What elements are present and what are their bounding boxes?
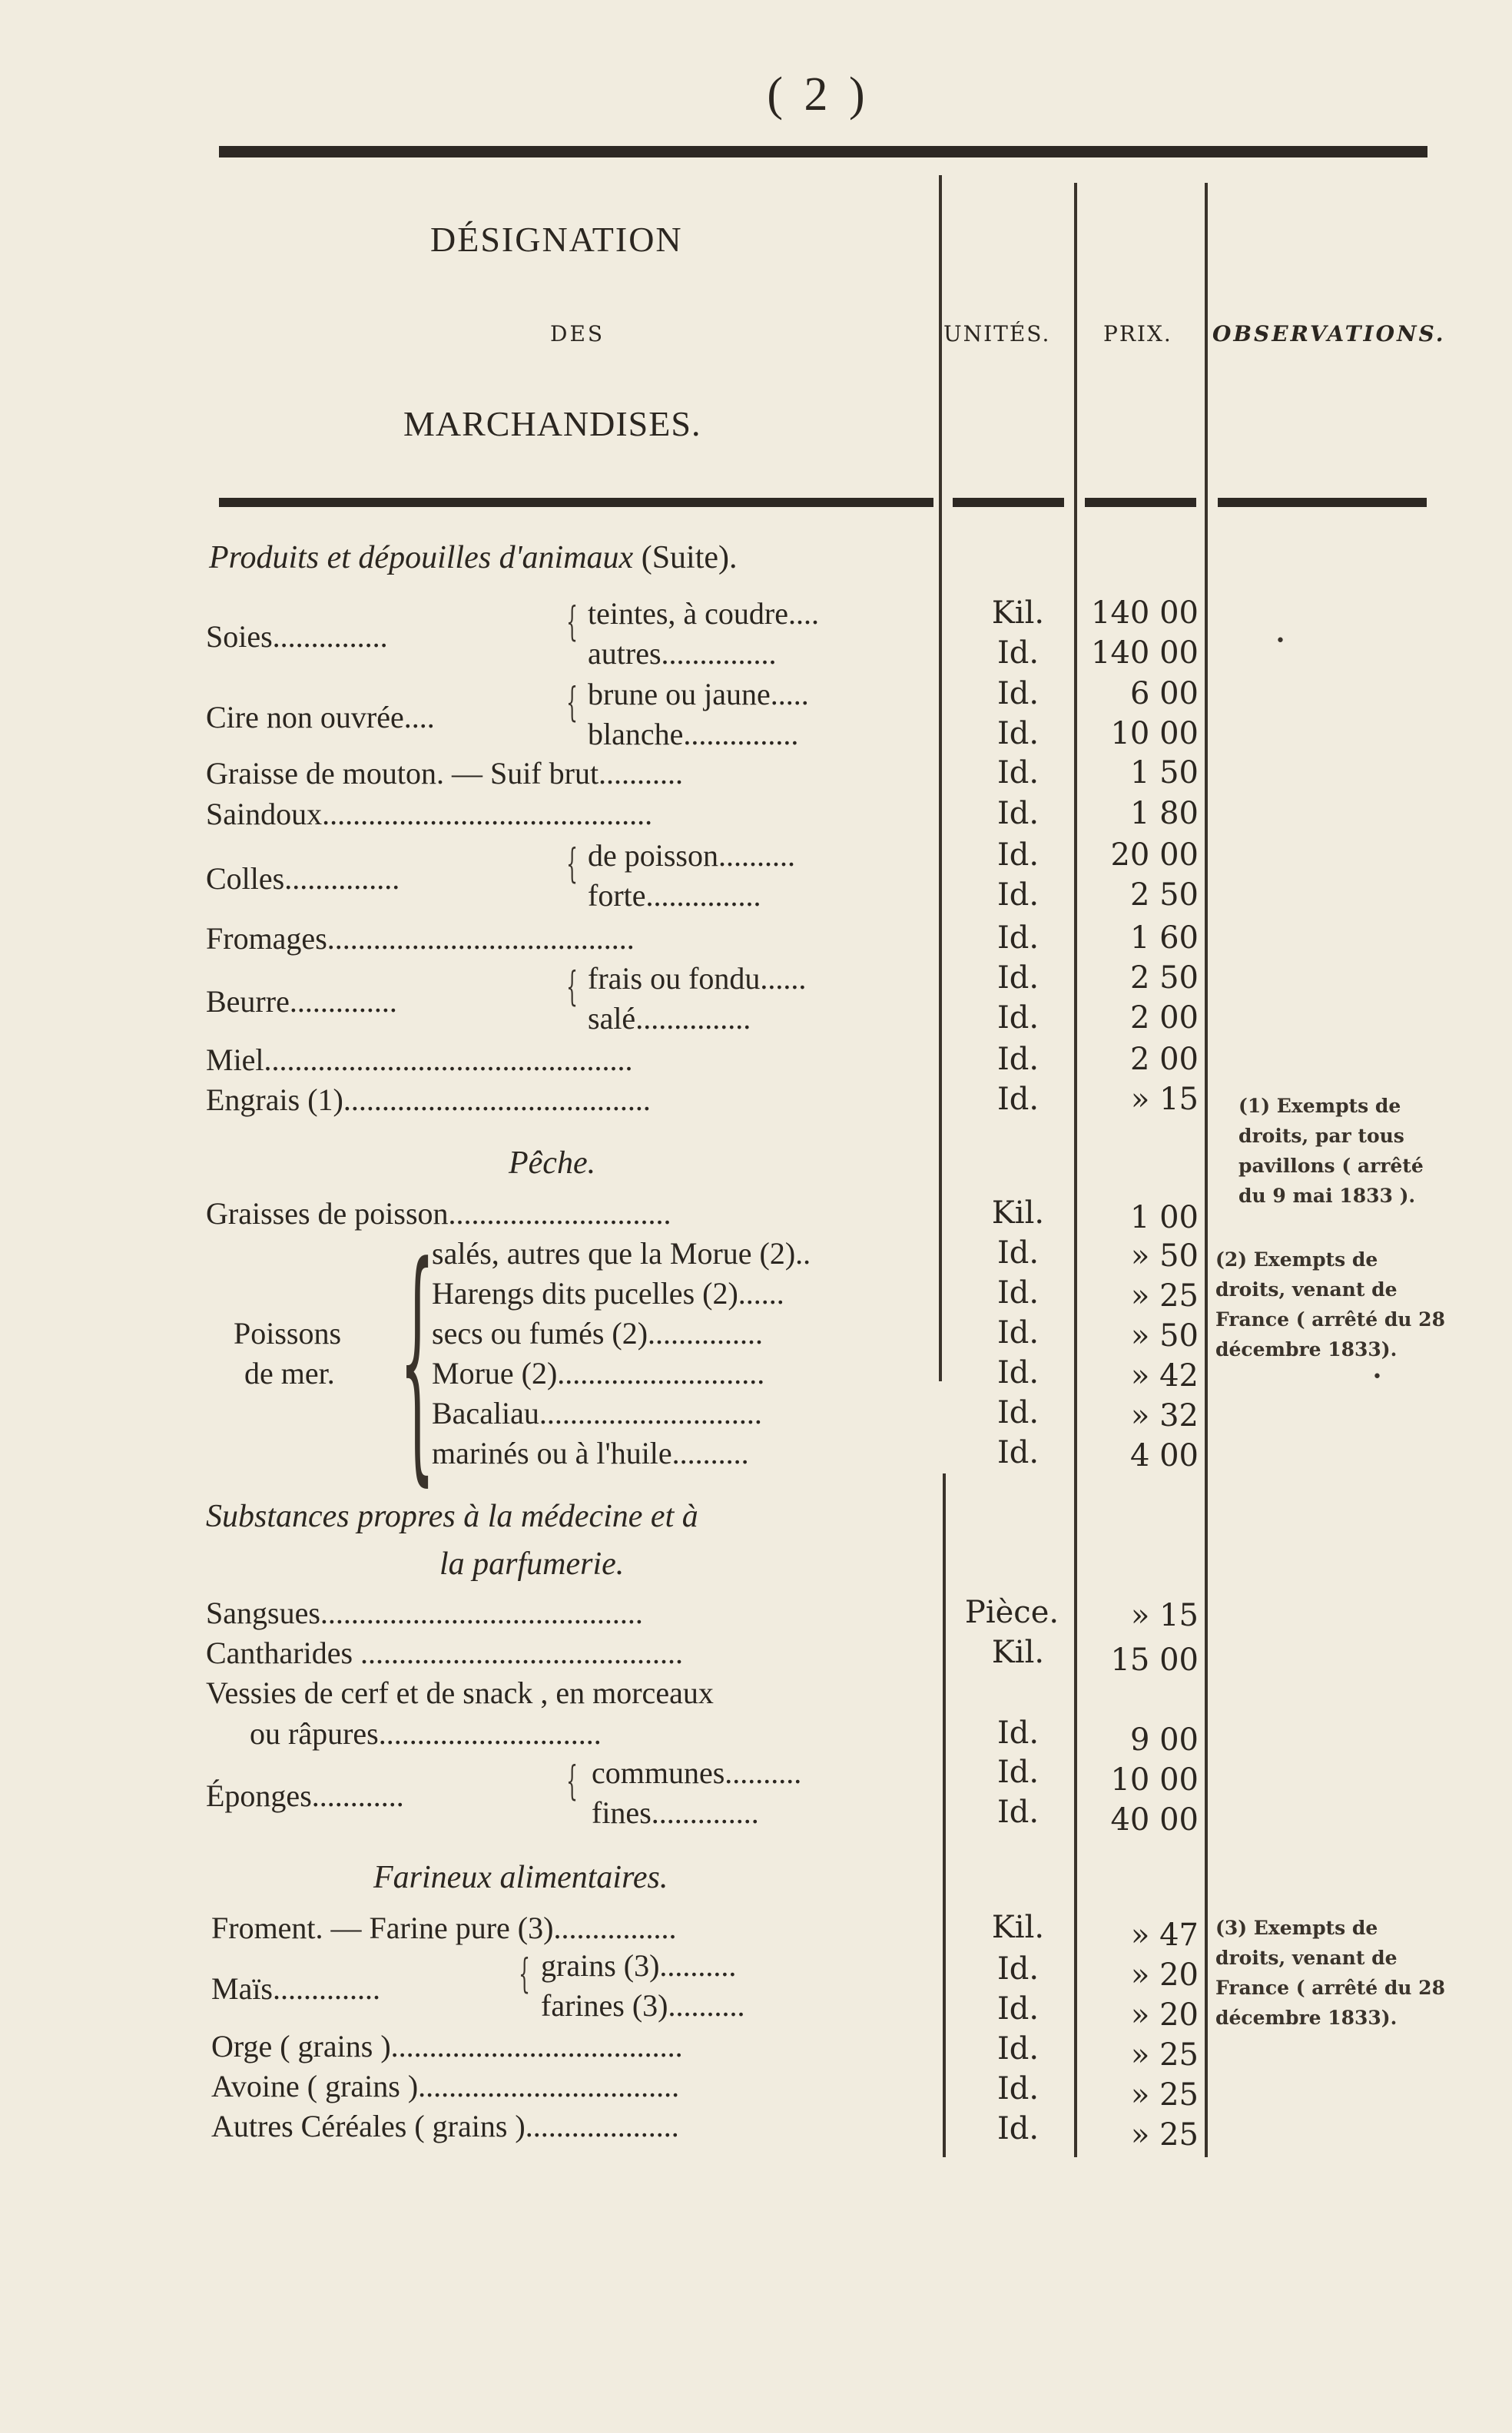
header-price: PRIX. bbox=[1103, 321, 1172, 346]
unit-cell: Kil. bbox=[991, 595, 1045, 631]
stray-mark: • bbox=[1275, 631, 1285, 651]
unit-cell: Pièce. bbox=[964, 1595, 1059, 1630]
unit-cell: Id. bbox=[996, 1082, 1040, 1117]
item-label: blanche............... bbox=[588, 717, 799, 751]
header-rule bbox=[1085, 498, 1196, 507]
unit-cell: Id. bbox=[996, 1042, 1040, 1077]
section-title: Produits et dépouilles d'animaux (Suite). bbox=[209, 540, 738, 575]
unit-cell: Id. bbox=[996, 676, 1040, 711]
price-cell: 40 00 bbox=[1110, 1802, 1199, 1838]
item-label: communes.......... bbox=[592, 1755, 802, 1790]
item-label: autres............... bbox=[588, 636, 777, 671]
item-label: Autres Céréales ( grains ).................... bbox=[211, 2109, 679, 2143]
price-cell: 9 00 bbox=[1129, 1722, 1199, 1758]
item-label: brune ou jaune..... bbox=[588, 677, 809, 711]
group-label: Poissons bbox=[234, 1316, 342, 1351]
price-cell: 2 50 bbox=[1129, 960, 1199, 996]
price-cell: » 32 bbox=[1130, 1398, 1199, 1434]
header-rule bbox=[219, 498, 933, 507]
price-cell: 2 00 bbox=[1129, 1042, 1199, 1077]
item-label: Fromages........................................ bbox=[206, 921, 635, 956]
unit-cell: Id. bbox=[996, 1000, 1040, 1036]
price-cell: » 15 bbox=[1130, 1082, 1199, 1117]
unit-cell: Id. bbox=[996, 796, 1040, 831]
price-cell: 10 00 bbox=[1110, 716, 1199, 751]
observation-note: (3) Exempts de droits, venant de France ( arrêté du 28 décembre 1833). bbox=[1215, 1917, 1445, 2029]
price-cell: » 47 bbox=[1130, 1918, 1199, 1953]
column-divider-units bbox=[939, 175, 942, 1381]
column-divider-observations bbox=[1205, 183, 1208, 2157]
item-label: forte............... bbox=[588, 878, 761, 913]
header-des: DES bbox=[550, 321, 605, 346]
header-units: UNITÉS. bbox=[943, 321, 1051, 346]
column-divider-price bbox=[1074, 183, 1077, 2157]
item-label: Graisses de poisson............................. bbox=[206, 1196, 671, 1231]
item-label: secs ou fumés (2)............... bbox=[432, 1316, 764, 1351]
price-cell: » 50 bbox=[1130, 1318, 1199, 1354]
price-cell: » 42 bbox=[1130, 1358, 1199, 1394]
item-label: Saindoux........................................... bbox=[206, 797, 653, 831]
item-label: Morue (2)........................... bbox=[432, 1356, 765, 1391]
unit-cell: Id. bbox=[996, 716, 1040, 751]
section-title: Farineux alimentaires. bbox=[373, 1860, 668, 1895]
item-label: marinés ou à l'huile.......... bbox=[432, 1436, 749, 1470]
price-cell: 6 00 bbox=[1129, 676, 1199, 711]
unit-cell: Id. bbox=[996, 1355, 1040, 1391]
item-label: ou râpures............................. bbox=[250, 1716, 602, 1751]
brace: { bbox=[519, 1951, 530, 1997]
header-rule bbox=[953, 498, 1064, 507]
item-label: Avoine ( grains ).................................. bbox=[211, 2069, 680, 2103]
item-label: frais ou fondu...... bbox=[588, 961, 807, 996]
price-cell: 140 00 bbox=[1091, 635, 1199, 671]
group-label: Beurre.............. bbox=[206, 984, 397, 1019]
unit-cell: Id. bbox=[996, 920, 1040, 956]
price-cell: 10 00 bbox=[1110, 1762, 1199, 1798]
observation-note: (1) Exempts de droits, par tous pavillons ( arrêté du 9 mai 1833 ). bbox=[1238, 1095, 1424, 1207]
observation-note: (2) Exempts de droits, venant de France ( arrêté du 28 décembre 1833). bbox=[1215, 1248, 1445, 1361]
group-label: Éponges............ bbox=[206, 1778, 404, 1813]
item-label: fines.............. bbox=[592, 1795, 759, 1830]
unit-cell: Id. bbox=[996, 1951, 1040, 1987]
column-divider-units bbox=[943, 1473, 946, 2157]
item-label: grains (3).......... bbox=[541, 1948, 737, 1983]
price-cell: » 20 bbox=[1130, 1997, 1199, 2033]
item-label: Cantharides .......................................... bbox=[206, 1636, 684, 1670]
price-cell: 1 00 bbox=[1129, 1200, 1199, 1235]
unit-cell: Id. bbox=[996, 2031, 1040, 2067]
price-cell: 2 00 bbox=[1129, 1000, 1199, 1036]
price-cell: » 25 bbox=[1130, 2077, 1199, 2113]
section-title: Pêche. bbox=[509, 1145, 596, 1181]
price-cell: 15 00 bbox=[1110, 1642, 1199, 1678]
price-cell: » 25 bbox=[1130, 1278, 1199, 1314]
section-title: la parfumerie. bbox=[439, 1546, 625, 1582]
brace: { bbox=[566, 680, 578, 726]
price-cell: 20 00 bbox=[1110, 837, 1199, 873]
unit-cell: Id. bbox=[996, 877, 1040, 913]
header-rule bbox=[1218, 498, 1427, 507]
unit-cell: Id. bbox=[996, 2111, 1040, 2146]
price-cell: 1 50 bbox=[1129, 755, 1199, 791]
unit-cell: Id. bbox=[996, 1315, 1040, 1351]
unit-cell: Id. bbox=[996, 635, 1040, 671]
item-label: salés, autres que la Morue (2).. bbox=[432, 1236, 811, 1271]
price-cell: » 15 bbox=[1130, 1598, 1199, 1633]
item-label: Graisse de mouton. — Suif brut........... bbox=[206, 756, 684, 791]
group-label: Soies............... bbox=[206, 619, 388, 654]
unit-cell: Id. bbox=[996, 1435, 1040, 1470]
item-label: teintes, à coudre.... bbox=[588, 596, 819, 631]
item-label: Froment. — Farine pure (3)................ bbox=[211, 1911, 677, 1945]
price-cell: » 25 bbox=[1130, 2037, 1199, 2073]
unit-cell: Id. bbox=[996, 1755, 1040, 1790]
price-cell: 4 00 bbox=[1129, 1438, 1199, 1473]
group-label: Colles............... bbox=[206, 861, 400, 896]
brace: { bbox=[566, 964, 578, 1010]
item-label: de poisson.......... bbox=[588, 838, 795, 873]
price-cell: 2 50 bbox=[1129, 877, 1199, 913]
item-label: salé............... bbox=[588, 1001, 751, 1036]
item-label: Vessies de cerf et de snack , en morceaux bbox=[206, 1676, 714, 1710]
price-cell: 1 60 bbox=[1129, 920, 1199, 956]
header-observations: OBSERVATIONS. bbox=[1212, 321, 1446, 346]
unit-cell: Kil. bbox=[991, 1910, 1045, 1945]
section-title: Substances propres à la médecine et à bbox=[206, 1499, 698, 1534]
header-designation: DÉSIGNATION bbox=[430, 220, 683, 259]
unit-cell: Id. bbox=[996, 2071, 1040, 2107]
item-label: Engrais (1)........................................ bbox=[206, 1082, 651, 1117]
unit-cell: Id. bbox=[996, 1275, 1040, 1311]
item-label: Orge ( grains )...................................... bbox=[211, 2029, 683, 2063]
price-cell: 1 80 bbox=[1129, 796, 1199, 831]
item-label: Miel................................................ bbox=[206, 1042, 633, 1077]
unit-cell: Id. bbox=[996, 755, 1040, 791]
item-label: Bacaliau............................. bbox=[432, 1396, 762, 1430]
group-label: Cire non ouvrée.... bbox=[206, 700, 435, 734]
item-label: Harengs dits pucelles (2)...... bbox=[432, 1276, 784, 1311]
unit-cell: Id. bbox=[996, 1235, 1040, 1271]
unit-cell: Kil. bbox=[991, 1195, 1045, 1231]
price-cell: » 50 bbox=[1130, 1238, 1199, 1274]
unit-cell: Id. bbox=[996, 1395, 1040, 1430]
price-cell: 140 00 bbox=[1091, 595, 1199, 631]
brace: { bbox=[566, 841, 578, 887]
unit-cell: Id. bbox=[996, 1715, 1040, 1751]
brace: { bbox=[566, 599, 578, 645]
unit-cell: Kil. bbox=[991, 1635, 1045, 1670]
brace: { bbox=[566, 1758, 578, 1805]
stray-mark: • bbox=[1372, 1367, 1382, 1387]
top-rule bbox=[219, 146, 1427, 157]
item-label: farines (3).......... bbox=[541, 1988, 745, 2023]
price-cell: » 25 bbox=[1130, 2117, 1199, 2153]
unit-cell: Id. bbox=[996, 960, 1040, 996]
brace: { bbox=[400, 1212, 436, 1507]
unit-cell: Id. bbox=[996, 1991, 1040, 2027]
group-label: Maïs.............. bbox=[211, 1971, 380, 2006]
unit-cell: Id. bbox=[996, 837, 1040, 873]
header-marchandises: MARCHANDISES. bbox=[403, 404, 701, 443]
unit-cell: Id. bbox=[996, 1795, 1040, 1830]
group-label: de mer. bbox=[244, 1356, 335, 1391]
item-label: Sangsues.......................................... bbox=[206, 1596, 643, 1630]
page-number: ( 2 ) bbox=[767, 68, 870, 121]
price-cell: » 20 bbox=[1130, 1957, 1199, 1993]
